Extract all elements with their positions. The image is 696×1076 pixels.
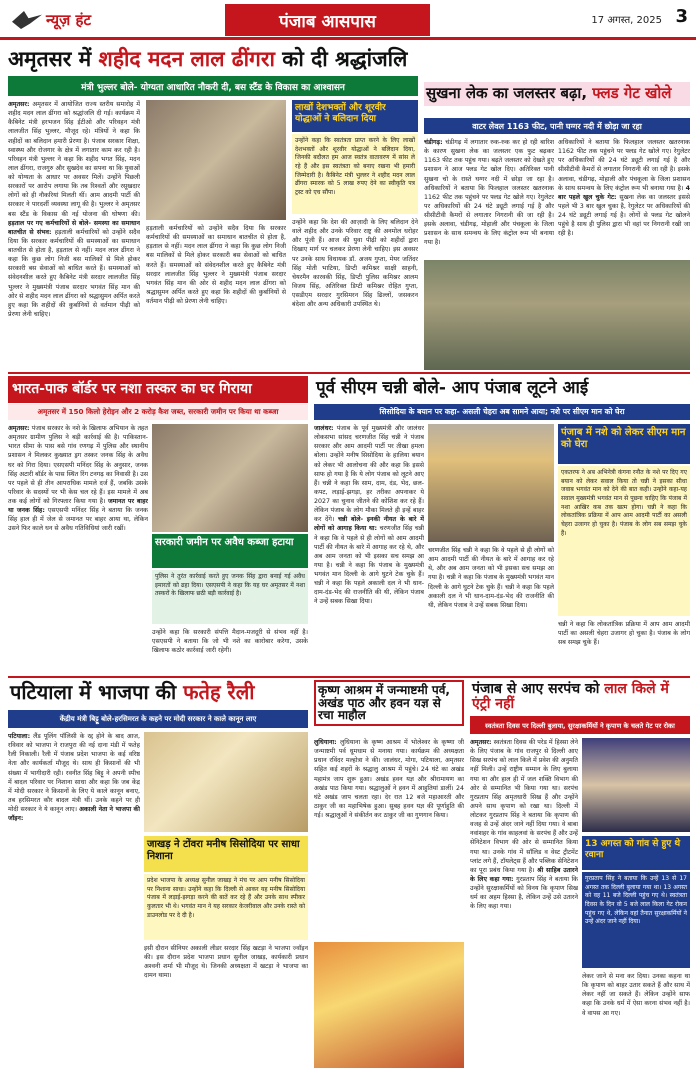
- headline-border: भारत-पाक बॉर्डर पर नशा तस्कर का घर गिराया: [8, 376, 308, 403]
- headline-channi: पूर्व सीएम चन्नी बोले- आप पंजाब लूटने आई: [314, 376, 690, 402]
- story-janmashtami-col: लुधियाना: लुधियाना के कृष्ण आश्रम में भोलेश्वर के कृष्णा जी जन्माष्टमी पर्व धूमधाम से मनाया गया। कार्यक्रम की अध्यक्षता प्रधान रविंदर मल्होत्रा ने की। जालंधर, मोगा, पटियाला, अमृतसर सहित कई शहरों के श्रद्धालु आश्रम में पहुंचे। 24 घंटे का अखंड महामंत्र जाप शुरू हुआ। अखंड हवन यज्ञ और श्रीरामायण का अखंड पाठ किया गया। श्रद्धालुओं ने हवन में आहुतियां डालीं। 24 घंटे अखंड जाप चलता रहा। देर रात 12 बजे महाआरती और ठाकुर जी का महाभिषेक हुआ। सुबह हवन यज्ञ की पूर्णाहुति की गई। श्रद्धालुओं ने संकीर्तन कर ठाकुर जी का गुणगान किया।: [314, 739, 464, 819]
- story-amritsar-col1: अमृतसर: अमृतसर में आयोजित राज्य स्तरीय समारोह में शहीद मदन लाल ढींगरा को श्रद्धांजलि दी गई। कार्यक्रम में कैबिनेट मंत्री हरभजन सिंह ईटीओ और परिवहन मंत्री लालजीत सिंह भुल्लर, मौजूद रहे। मंत्रियों ने कहा कि शहीदों का बलिदान हमारी प्रेरणा है। पंजाब सरकार शिक्षा, स्वास्थ्य और रोजगार के क्षेत्र में लगातार काम कर रही है। परिवहन मंत्री भुल्लर ने कहा कि शहीद भगत सिंह, मदन लाल ढींगरा, राजगुरु और सुखदेव का सपना था कि युवाओं को योग्यता के आधार पर अवसर मिलें। उन्होंने पिछली सरकारों पर आरोप लगाया कि तब रिश्वतों और रसूखदार लोगों को ही नौकरियां मिलती थीं। आम आदमी पार्टी की सरकार ने पारदर्शी व्यवस्था लागू की है। भुल्लर ने अमृतसर बस स्टैंड के विकास की नई योजना की घोषणा की। हड़ताल पर गए कर्मचारियों से बोले- समस्या का समाधान बातचीत से संभव: हड़ताली कर्मचारियों को उन्होंने सदैव दिया कि सरकार कर्मचारियों की समस्याओं का समाधान बातचीत से होता है, हड़ताल से नहीं। मदन लाल ढींगरा ने कहा कि कुछ लोग निजी बस मालिकों से मिले होकर सरकारी बस सेवाओं को बाधित करते हैं। समस्याओं को संवेदनशील करते हुए कैबिनेट मंत्री सरदार लालजीत सिंह भुल्लर ने मुख्यमंत्री पंजाब सरदार भगवंत सिंह मान की ओर से शहीद मदन लाल ढींगरा को श्रद्धासुमन अर्पित करते हुए कहा कि शहीदों की कुर्बानियों से वर्तमान पीढ़ी को प्रेरणा लेनी चाहिए।: [8, 101, 140, 318]
- newspaper-logo: [12, 6, 132, 34]
- story-patiala-col1: पटियाला: लैंड पूलिंग पॉलिसी के रद्द होने के बाद आज, रविवार को भाजपा ने राजपुरा की नई दाना मंडी में फतेह रैली निकाली। रैली में पंजाब प्रदेश भाजपा के कई वरिष्ठ नेता और कार्यकर्ता मौजूद थे। साथ ही किसानों की भी संख्या में भागीदारी रही। रवनीत सिंह बिट्टू ने अपनी स्पीच में बादल परिवार पर निशाना साधा और कहा कि जब केंद्र में मोदी सरकार ने किसानों के लिए ये काले कानून बनाए, तब हरसिमरत कौर बादल मंत्री थीं। उनके कहने पर ही मोदी सरकार ने ये कानून लाए। अकाली नेता ने भाजपा की जॉइन:: [8, 733, 140, 823]
- headline-patiala: पटियाला में भाजपा की फतेह रैली: [10, 680, 255, 704]
- divider: [8, 372, 690, 374]
- story-redfort-col2: लेकर जाने से मना कर दिया। उनका कहना था कि कृपाण को बाहर उतार सकते हैं और साथ में लेकर नहीं जा सकते हैं। लेकिन उन्होंने साफ कहा कि उनके धर्म में ऐसा करना संभव नहीं है। वे वापस आ गए।: [582, 973, 690, 1017]
- page-number: 3: [675, 6, 688, 27]
- box-title-sarpanch: 13 अगस्त को गांव से हुए थे रवाना: [582, 836, 690, 870]
- subhead-redfort: स्वतंत्रता दिवस पर दिल्ली बुलाया, सुरक्षाकर्मियों ने कृपाण के चलते गेट पर रोका: [470, 716, 690, 734]
- story-channi-col3: चन्नी ने कहा कि लोकतांत्रिक प्रक्रिया में आप आम आदमी पार्टी का असली चेहरा उजागर हो चुका है। पंजाब के लोग सब समझ चुके हैं।: [558, 621, 690, 647]
- photo-demolition: [152, 424, 308, 532]
- box-body-jakhar: प्रदेश भाजपा के अध्यक्ष सुनील जाखड़ ने मंच पर आप मनीष सिसोदिया पर निशाना साधा। उन्होंने कहा कि दिल्ली से आकर यह मनीष सिसोदिया पंजाब में लड़ाई-झगड़ा करने की बातें कर रहे हैं और उनके साथ स्पीकर कुलतार भी थे। भगवंत मान ने यह सरकार केजरीवाल और उनके रास्ते को डाउनलोड पर दे दी है।: [144, 874, 308, 940]
- photo-rally: [144, 732, 308, 832]
- box-title-land: सरकारी जमीन पर अवैध कब्जा हटाया: [152, 534, 308, 568]
- headline-sukhna: सुखना लेक का जलस्तर बढ़ा, फ्लड गेट खोले: [424, 82, 690, 106]
- eagle-icon: [12, 11, 42, 29]
- subhead-channi: सिसोदिया के बयान पर कहा- असली चेहरा अब सामने आया; नशे पर सीएम मान को घेरा: [314, 404, 690, 420]
- headline-janmashtami: कृष्ण आश्रम में जन्माष्टमी पर्व, अखंड पाठ और हवन यज्ञ से रचा माहौल: [314, 680, 464, 726]
- box-body-sarpanch: गुरप्रताप सिंह ने बताया कि उन्हें 13 से 17 अगस्त तक दिल्ली बुलाया गया था। 13 अगस्त को वह 11 बजे दिल्ली पहुंच गए थे। स्वतंत्रता दिवस के दिन वो 5 बजे लाल किला गेट रोकन पहुंच गए थे, लेकिन वहां तैनात सुरक्षाकर्मियों ने उन्हें अंदर जाने नहीं दिया।: [582, 872, 690, 968]
- issue-date: 17 अगस्त, 2025: [591, 15, 662, 26]
- box-body-sacrifice: उन्होंने कहा कि स्वतंत्रता प्राप्त करने के लिए लाखों देशभक्तों और शूरवीर योद्धाओं ने बलिदान दिया, जिनकी बदौलत हम आज स्वतंत्र वातावरण में सांस ले रहे हैं और इस स्वतंत्रता को बनाए रखना भी हमारी जिम्मेदारी है। कैबिनेट मंत्री भुल्लर ने शहीद मदन लाल ढींगरा स्मारक को 5 लाख रुपए देने का स्वीकृति पत्र ट्रस्ट को एच सौंपा।: [292, 134, 418, 214]
- box-title-drugs: पंजाब में नशे को लेकर सीएम मान को घेरा: [558, 424, 690, 464]
- story-channi-col2: चरणजीत सिंह चन्नी ने कहा कि वे पहले से ही लोगों को आम आदमी पार्टी की नीयत के बारे में आगाह कर रहे थे, और अब आम जनता को भी इसका सच समझ आ गया है। चन्नी ने कहा कि पंजाब के मुख्यमंत्री भगवंत मान दिल्ली के आगे घुटने टेक चुके हैं। चन्नी ने कहा कि पहले अकाली दल ने भी धान-दाम-दंड-भेद की राजनीति की थी, लेकिन पंजाब ने उन्हें सबक सिखा दिया।: [428, 547, 554, 609]
- subhead-patiala: केंद्रीय मंत्री बिट्टू बोले-हरसिमरत के कहने पर मोदी सरकार ने काले कानून लाए: [8, 710, 308, 728]
- story-border-col2: उन्होंने कहा कि सरकारी संपत्ति मैदान-मजदूरी से संभव नहीं है। एसएसपी ने बताया कि जो भी नशे का कारोबार करेगा, उसके खिलाफ कठोर कार्रवाई जारी रहेगी।: [152, 629, 308, 655]
- headline-redfort: पंजाब से आए सरपंच को लाल किले में एंट्री नहीं: [472, 681, 669, 712]
- box-body-land: पुलिस ने तुरंत कार्रवाई करते हुए जनक सिंह द्वारा बनाई गई अवैध इमारतों को ढहा दिया। एसएसपी ने कहा कि यह घर अमृतसर में नशा तस्करों के खिलाफ छठी बड़ी कार्रवाई है।: [152, 570, 308, 624]
- section-title: पंजाब आसपास: [225, 4, 430, 36]
- logo-text: न्यूज़ हंट: [46, 11, 92, 29]
- photo-sarpanch: [582, 738, 690, 832]
- story-patiala-col2: इसी दौरान सीनियर अकाली लीडर सरदार सिंह खटड़ा ने भाजपा ज्वॉइन की। इस दौरान प्रदेश भाजपा प्रधान सुनील जाखड़, कार्यकारी प्रधान अश्वनी शर्मा भी मौजूद थे। जिनकी अध्यक्षता में खटड़ा ने भाजपा का दामन थामा।: [144, 945, 308, 980]
- story-amritsar-col3: उन्होंने कहा कि देश की आज़ादी के लिए बलिदान देने वाले शहीद और उनके परिवार राष्ट्र की अनमोल धरोहर और पूंजी हैं। आज की युवा पीढ़ी को शहीदों द्वारा दिखाए मार्ग पर चलकर प्रेरणा लेनी चाहिए। इस अवसर पर उनके साथ विधायक डॉ. अजय गुप्ता, मेयर जतिंदर सिंह मोती भाटिया, डिप्टी कमिश्नर साक्षी साहनी, चेयरमैन कारवकी सिंह, डिप्टी पुलिस कमिश्नर आलम विजय सिंह, अतिरिक्त डिप्टी कमिश्नर रोहित गुप्ता, एसडीएम सरदार गुरसिमरन सिंह ढिल्लों, जसकरन बंदेशा और अन्य अधिकारी उपस्थित थे।: [292, 219, 418, 309]
- story-amritsar-col2: हड़ताली कर्मचारियों को उन्होंने सदैव दिया कि सरकार कर्मचारियों की समस्याओं का समाधान बातचीत से होता है, हड़ताल से नहीं। मदन लाल ढींगरा ने कहा कि कुछ लोग निजी बस मालिकों से मिले होकर सरकारी बस सेवाओं को बाधित करते हैं। समस्याओं को संवेदनशील करते हुए कैबिनेट मंत्री सरदार लालजीत सिंह भुल्लर ने मुख्यमंत्री पंजाब सरदार भगवंत सिंह मान की ओर से शहीद मदन लाल ढींगरा को श्रद्धासुमन अर्पित करते हुए कहा कि शहीदों की कुर्बानियों से वर्तमान पीढ़ी को प्रेरणा लेनी चाहिए।: [146, 225, 286, 305]
- divider: [8, 676, 690, 678]
- story-border-col1: अमृतसर: पंजाब सरकार के नशे के खिलाफ अभियान के तहत अमृतसर ग्रामीण पुलिस ने बड़ी कार्रवाई की है। पाकिस्तान-भारत सीमा के पास बसे गांव रणगढ़ में पुलिस और स्थानीय प्रशासन ने मिलकर कुख्यात ड्रग तस्कर जनक सिंह के अवैध घर को गिरा दिया। एसएसपी मनिंदर सिंह के अनुसार, जनक सिंह अटारी बॉर्डर के पास स्थित रिंग टनगढ़ का निवासी है। उस पर पहले से ही तीन आपराधिक मामले दर्ज हैं, जबकि उसके परिवार के सदस्यों पर भी केस चल रहे हैं। इस मामले में अब तक कई लोगों को गिरफ्तार किया गया है। जमानत पर बाहर था जनक सिंह: एसएसपी मनिंदर सिंह ने बताया कि जनक सिंह हाल ही में जेल से जमानत पर बाहर आया था, लेकिन उसने फिर काले धन से अवैध गतिविधियां जारी रखीं।: [8, 425, 148, 533]
- story-channi-col1: जालंधर: पंजाब के पूर्व मुख्यमंत्री और जालंधर लोकसभा सांसद चरणजीत सिंह चन्नी ने पंजाब सरकार और आम आदमी पार्टी पर तीखा हमला बोला। उन्होंने मनीष सिसोदिया के हालिया बयान को लेकर भी आलोचना की और कहा कि इससे साफ हो गया है कि ये लोग पंजाब को लूटने आए हैं। चन्नी ने कहा कि साम, दाम, दंड, भेद, छल-कपट, लड़ाई-झगड़ा, हर तरीका अपनाकर ये 2027 का चुनाव जीतने की कोशिश कर रहे हैं। लेकिन पंजाब के लोग मौका मिलते ही इन्हें बाहर कर देंगे। चन्नी बोले- इनकी नीयत के बारे में लोगों को आगाह किया था: चरणजीत सिंह चन्नी ने कहा कि वे पहले से ही लोगों को आम आदमी पार्टी की नीयत के बारे में आगाह कर रहे थे, और अब आम जनता को भी इसका सच समझ आ गया है। चन्नी ने कहा कि पंजाब के मुख्यमंत्री भगवंत मान दिल्ली के आगे घुटने टेक चुके हैं। चन्नी ने कहा कि पहले अकाली दल ने भी धान-दाम-दंड-भेद की राजनीति की थी, लेकिन पंजाब ने उन्हें सबक सिखा दिया।: [314, 425, 424, 606]
- photo-tribute: [146, 100, 286, 220]
- box-body-drugs: एकतरफ ने अब अभिनेत्री कंगना रनौत के नशे पर दिए गए बयान को लेकर सवाल किया तो चन्नी ने इसका सीधा जवाब भगवंत मान को देने की बात कही। उन्होंने कहा-यह सवाल मुख्यमंत्री भगवंत मान से पूछना चाहिए कि पंजाब में नशा आखिर कब तक खत्म होगा। चन्नी ने कहा कि लोकतांत्रिक प्रक्रिया में आप आम आदमी पार्टी का असली चेहरा उजागर हो चुका है। पंजाब के लोग सब समझ चुके हैं।: [558, 466, 690, 616]
- subhead-sukhna: वाटर लेवल 1163 फीट, पानी घग्गर नदी में छोड़ा जा रहा: [424, 118, 690, 134]
- photo-channi: [428, 424, 554, 542]
- headline-amritsar: अमृतसर में शहीद मदन लाल ढींगरा को दी श्रद्धांजलि: [8, 47, 408, 71]
- box-title-sacrifice: लाखों देशभक्तों और शूरवीर योद्धाओं ने बलिदान दिया: [292, 100, 418, 132]
- photo-floodgate: [424, 260, 690, 370]
- story-sukhna-col1: चंडीगढ़: चंडीगढ़ में लगातार रुक-रुक कर हो रही बारिश के कारण सुखना लेक का जलस्तर एक फुट बढ़कर 1163 फीट तक पहुंच गया। बढ़ते जलस्तर को देखते हुए प्रशासन ने आज फ्लड गेट खोल दिए। अतिरिक्त पानी सुखना चो के रास्ते घग्गर नदी में छोड़ा जा रहा है। अधिकारियों ने बताया कि फिलहाल जलस्तर खतरनाक 1162 फीट तक पहुंचने पर फ्लड गेट खोले गए। रेगुलेटर पर अधिकारियों की 24 घंटे ड्यूटी लगाई गई है और सीसीटीवी कैमरों से लगातार निगरानी की जा रही है। इसके अलावा, चंडीगढ़, मोहाली और पंचकूला के जिला प्रशासन के साथ समन्वय के लिए कंट्रोल रूम भी बनाया गया है।: [424, 139, 554, 247]
- story-sukhna-col2: अधिकारियों ने बताया कि फिलहाल जलस्तर खतरनाक 1162 फीट तक पहुंचने पर फ्लड गेट खोले गए। रेगुलेटर पर अधिकारियों की 24 घंटे ड्यूटी लगाई गई है और सीसीटीवी कैमरों से लगातार निगरानी की जा रही है। इसके अलावा, चंडीगढ़, मोहाली और पंचकूला के जिला प्रशासन के साथ समन्वय के लिए कंट्रोल रूम भी बनाया गया है। 4 बार पहले खुल चुके गेट: सुखना लेक का जलस्तर इससे पहले भी 3 बार खुल चुका है, रेगुलेटर पर अधिकारियों की 24 घंटे ड्यूटी लगाई गई है। लोगों से फ्लड गेट खोलने पहुंचे है साथ ही पुलिस द्वारा भी वहां पर निगरानी रखी जा रही है।: [558, 139, 690, 238]
- box-title-jakhar: जाखड़ ने टोंवरा मनीष सिसोदिया पर साधा निशाना: [144, 836, 308, 872]
- subhead-border: अमृतसर में 150 किलो हेरोइन और 2 करोड़ कैश जब्त, सरकारी जमीन पर किया था कब्जा: [8, 404, 308, 420]
- story-redfort-col1: अमृतसर: स्वतंत्रता दिवस की परेड में हिस्सा लेने के लिए पंजाब के गांव राजपुर से दिल्ली आए सिख सरपंच को लाल किले में प्रवेश की अनुमति नहीं मिली। उन्हें राष्ट्रीय सम्मान के लिए बुलाया गया था और हाल ही में जल शक्ति विभाग की ओर से सम्मानित भी किया गया था। सरपंच गुरप्रताप सिंह अमृतधारी सिख हैं और उन्होंने अपने साथ कृपाण को रखा था। दिल्ली में लोटकर गुरप्रताप सिंह ने बताया कि कृपाण की वजह से उन्हें अंदर जाने नहीं दिया गया। वे बाबा नवांशहर के गांव काहलवां के सरपंच हैं और उन्हें सेनिटेशन विभाग की ओर से सम्मानित किया गया था। उनके गांव में सॉलिड व वेस्ट ट्रीटमेंट प्लांट लगे हैं, टॉयलेट्स हैं और पब्लिक सेनिटेशन का पूरा प्रबंध किया गया है। श्री साहिब उतारने के लिए कहा गया: गुरप्रताप सिंह ने बताया कि उन्होंने सुरक्षाकर्मियों को विनय कि कृपाण सिख धर्म का अहम हिस्सा है, लेकिन उन्हें उसे उतारने के लिए कहा गया।: [470, 739, 578, 911]
- subhead-amritsar: मंत्री भुल्लर बोले- योग्यता आधारित नौकरी दी, बस स्टैंड के विकास का आश्वासन: [8, 76, 418, 96]
- photo-janmashtami: [314, 942, 464, 1068]
